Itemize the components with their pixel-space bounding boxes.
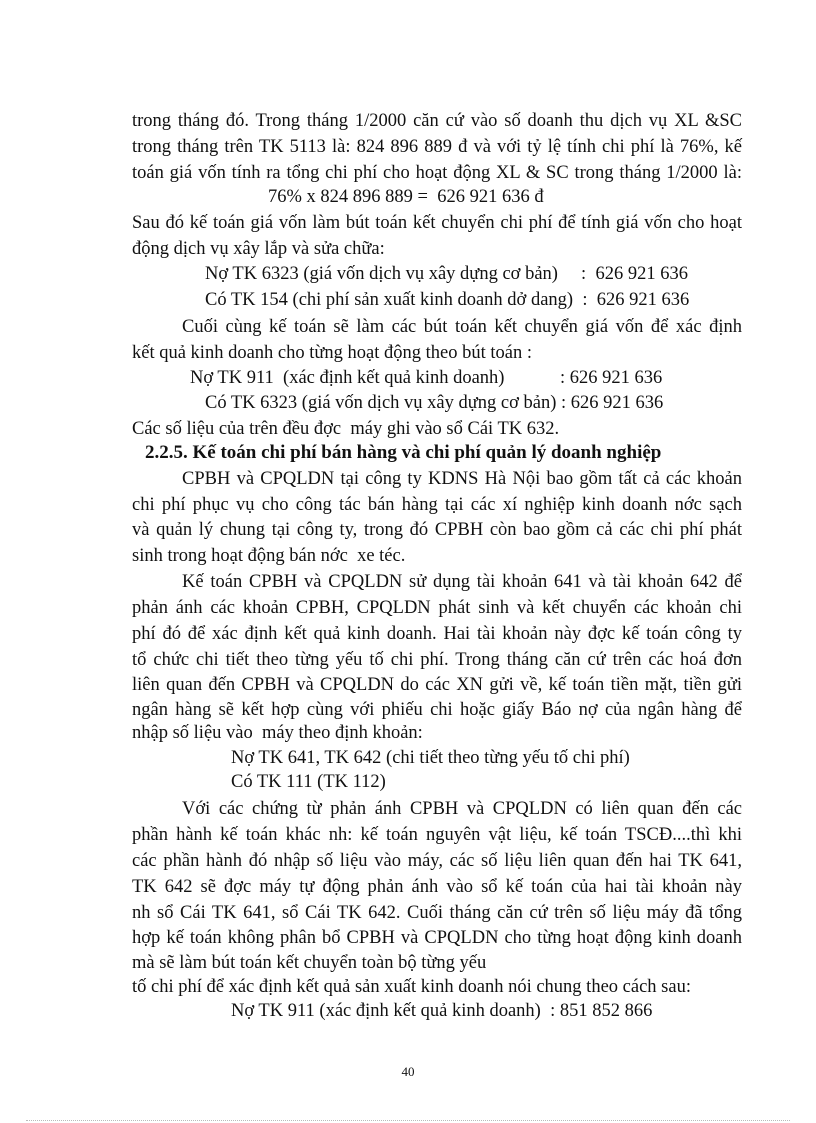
body-line: hợp kế toán không phân bổ CPBH và CPQLDN cho từng hoạt động kinh doanh	[132, 928, 742, 948]
entry-credit: Có TK 154 (chi phí sản xuất kinh doanh dở dang) : 626 921 636	[205, 290, 690, 310]
formula-line: 76% x 824 896 889 = 626 921 636 đ	[268, 187, 544, 207]
page-number: 40	[401, 1064, 415, 1079]
entry-debit: Nợ TK 641, TK 642 (chi tiết theo từng yếu tố chi phí)	[231, 748, 630, 768]
entry-debit: Nợ TK 6323 (giá vốn dịch vụ xây dựng cơ bản) : 626 921 636	[205, 264, 688, 284]
body-line: kết quả kinh doanh cho từng hoạt động theo bút toán :	[132, 343, 532, 363]
body-line: Kế toán CPBH và CPQLDN sử dụng tài khoản 641 và tài khoản 642 để	[182, 572, 742, 592]
footer-divider	[26, 1120, 790, 1121]
body-line: nh sổ Cái TK 641, sổ Cái TK 642. Cuối tháng căn cứ trên số liệu máy đã tổng	[132, 903, 742, 923]
body-line: phí đó để xác định kết quả kinh doanh. Hai tài khoản này đợc kế toán công ty	[132, 624, 742, 644]
entry-debit: Nợ TK 911 (xác định kết quả kinh doanh) : 626 921 636	[190, 368, 663, 388]
section-heading: 2.2.5. Kế toán chi phí bán hàng và chi phí quản lý doanh nghiệp	[145, 442, 662, 463]
body-line: Các số liệu của trên đều đợc máy ghi vào sổ Cái TK 632.	[132, 419, 560, 439]
entry-credit: Có TK 111 (TK 112)	[231, 772, 386, 792]
body-line: liên quan đến CPBH và CPQLDN do các XN gửi về, kế toán tiền mặt, tiền gửi	[132, 675, 742, 695]
body-line: trong tháng trên TK 5113 là: 824 896 889 đ và với tỷ lệ tính chi phí là 76%, kế	[132, 137, 742, 157]
body-line: nhập số liệu vào máy theo định khoản:	[132, 723, 423, 743]
body-line: và quản lý chung tại công ty, trong đó CPBH còn bao gồm cả các chi phí phát	[132, 520, 742, 540]
body-line: Cuối cùng kế toán sẽ làm các bút toán kết chuyển giá vốn để xác định	[182, 317, 742, 337]
body-line: mà sẽ làm bút toán kết chuyển toàn bộ từng yếu	[132, 953, 487, 973]
body-line: toán giá vốn tính ra tổng chi phí cho hoạt động XL & SC trong tháng 1/2000 là:	[132, 163, 742, 183]
body-line: tổ chức chi tiết theo từng yếu tố chi phí. Trong tháng căn cứ trên các hoá đơn	[132, 650, 742, 670]
body-line: Sau đó kế toán giá vốn làm bút toán kết chuyển chi phí để tính giá vốn cho hoạt	[132, 213, 742, 233]
body-line: động dịch vụ xây lắp và sửa chữa:	[132, 239, 385, 259]
body-line: Với các chứng từ phản ánh CPBH và CPQLDN có liên quan đến các	[182, 799, 742, 819]
body-line: CPBH và CPQLDN tại công ty KDNS Hà Nội bao gồm tất cả các khoản	[182, 469, 742, 489]
body-line: sinh trong hoạt động bán nớc xe téc.	[132, 546, 406, 566]
body-line: TK 642 sẽ đợc máy tự động phản ánh vào sổ kế toán của hai tài khoản này	[132, 877, 742, 897]
body-line: tố chi phí để xác định kết quả sản xuất kinh doanh nói chung theo cách sau:	[132, 977, 691, 997]
body-line: các phần hành đó nhập số liệu vào máy, các số liệu liên quan đến hai TK 641,	[132, 851, 742, 871]
entry-debit: Nợ TK 911 (xác định kết quả kinh doanh) : 851 852 866	[231, 1001, 653, 1021]
body-line: chi phí phục vụ cho công tác bán hàng tại các xí nghiệp kinh doanh nớc sạch	[132, 495, 742, 515]
body-line: trong tháng đó. Trong tháng 1/2000 căn cứ vào số doanh thu dịch vụ XL &SC	[132, 111, 742, 131]
entry-credit: Có TK 6323 (giá vốn dịch vụ xây dựng cơ bản) : 626 921 636	[205, 393, 664, 413]
body-line: phản ánh các khoản CPBH, CPQLDN phát sinh và kết chuyển các khoản chi	[132, 598, 742, 618]
body-line: ngân hàng sẽ kết hợp cùng với phiếu chi hoặc giấy Báo nợ của ngân hàng để	[132, 700, 742, 720]
body-line: phần hành kế toán khác nh: kế toán nguyên vật liệu, kế toán TSCĐ....thì khi	[132, 825, 742, 845]
